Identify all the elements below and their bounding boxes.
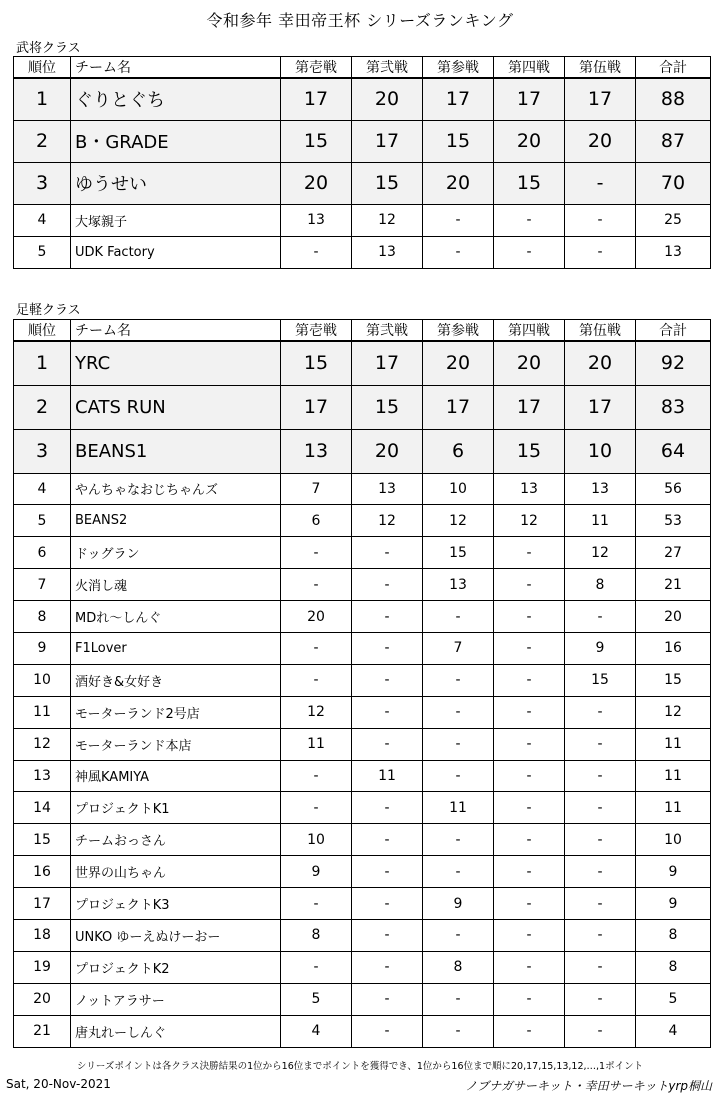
cell-team: YRC: [71, 341, 281, 385]
table-row: [14, 888, 711, 920]
cell-r2: 15: [352, 162, 423, 204]
cell-rank: 5: [14, 236, 71, 268]
cell-total: 15: [636, 664, 711, 696]
header-rank: 順位: [14, 320, 71, 342]
cell-rank: 1: [14, 78, 71, 120]
cell-r3: -: [423, 236, 494, 268]
cell-team: ノットアラサー: [71, 983, 281, 1015]
cell-r3: -: [423, 728, 494, 760]
cell-r3: -: [423, 696, 494, 728]
header-r5: 第伍戦: [565, 320, 636, 342]
cell-r3: 9: [423, 888, 494, 920]
header-total: 合計: [636, 57, 711, 79]
cell-total: 27: [636, 537, 711, 569]
cell-r3: 20: [423, 162, 494, 204]
cell-rank: 2: [14, 385, 71, 429]
cell-rank: 13: [14, 760, 71, 792]
cell-r4: -: [494, 792, 565, 824]
cell-total: 12: [636, 696, 711, 728]
cell-r5: -: [565, 162, 636, 204]
cell-r4: -: [494, 983, 565, 1015]
cell-total: 5: [636, 983, 711, 1015]
cell-r2: -: [352, 1015, 423, 1047]
table-row: [14, 162, 711, 204]
ranking-table-busho: [13, 56, 711, 269]
header-r2: 第弐戦: [352, 320, 423, 342]
cell-r5: 12: [565, 537, 636, 569]
cell-total: 70: [636, 162, 711, 204]
cell-r3: -: [423, 856, 494, 888]
cell-r4: -: [494, 760, 565, 792]
table-row: [14, 951, 711, 983]
cell-total: 53: [636, 505, 711, 537]
cell-r3: -: [423, 919, 494, 951]
cell-rank: 2: [14, 120, 71, 162]
cell-r1: -: [281, 537, 352, 569]
cell-r5: 10: [565, 429, 636, 473]
cell-r2: 11: [352, 760, 423, 792]
cell-r1: 5: [281, 983, 352, 1015]
table-row: [14, 792, 711, 824]
cell-r1: -: [281, 951, 352, 983]
cell-team: ドッグラン: [71, 537, 281, 569]
cell-rank: 4: [14, 204, 71, 236]
cell-r3: -: [423, 204, 494, 236]
cell-r1: -: [281, 760, 352, 792]
cell-rank: 9: [14, 632, 71, 664]
cell-r5: -: [565, 236, 636, 268]
table-row: [14, 824, 711, 856]
cell-r2: -: [352, 664, 423, 696]
table-row: [14, 983, 711, 1015]
cell-total: 13: [636, 236, 711, 268]
cell-r4: 17: [494, 78, 565, 120]
cell-r3: -: [423, 664, 494, 696]
cell-r2: -: [352, 951, 423, 983]
table-row: [14, 473, 711, 505]
cell-r3: 13: [423, 569, 494, 601]
cell-r2: 20: [352, 429, 423, 473]
cell-total: 20: [636, 601, 711, 633]
cell-total: 11: [636, 728, 711, 760]
cell-team: モーターランド本店: [71, 728, 281, 760]
cell-r2: -: [352, 632, 423, 664]
cell-r4: 13: [494, 473, 565, 505]
cell-r1: 13: [281, 429, 352, 473]
cell-r3: -: [423, 983, 494, 1015]
cell-r5: -: [565, 696, 636, 728]
cell-rank: 1: [14, 341, 71, 385]
table-row: [14, 78, 711, 120]
cell-r3: 15: [423, 120, 494, 162]
cell-r5: -: [565, 983, 636, 1015]
cell-r4: 12: [494, 505, 565, 537]
table-row: [14, 569, 711, 601]
cell-r5: -: [565, 204, 636, 236]
cell-r3: 20: [423, 341, 494, 385]
cell-r1: 11: [281, 728, 352, 760]
cell-r1: -: [281, 632, 352, 664]
table-row: [14, 856, 711, 888]
cell-r4: -: [494, 569, 565, 601]
cell-r3: 17: [423, 78, 494, 120]
table-row: [14, 1015, 711, 1047]
table-row: [14, 919, 711, 951]
header-r2: 第弐戦: [352, 57, 423, 79]
cell-total: 21: [636, 569, 711, 601]
cell-r2: 12: [352, 505, 423, 537]
cell-r4: 20: [494, 120, 565, 162]
cell-r2: 13: [352, 473, 423, 505]
cell-total: 83: [636, 385, 711, 429]
header-team: チーム名: [71, 320, 281, 342]
cell-r4: 20: [494, 341, 565, 385]
table-row: [14, 505, 711, 537]
cell-r2: -: [352, 696, 423, 728]
cell-r4: -: [494, 919, 565, 951]
cell-rank: 18: [14, 919, 71, 951]
table-row: [14, 204, 711, 236]
table-row: [14, 664, 711, 696]
cell-r5: 20: [565, 341, 636, 385]
cell-r4: -: [494, 728, 565, 760]
table-row: [14, 632, 711, 664]
cell-r1: -: [281, 569, 352, 601]
cell-r1: 6: [281, 505, 352, 537]
cell-team: ぐりとぐち: [71, 78, 281, 120]
cell-r2: -: [352, 983, 423, 1015]
table-row: [14, 601, 711, 633]
cell-team: 世界の山ちゃん: [71, 856, 281, 888]
cell-r2: 12: [352, 204, 423, 236]
cell-team: モーターランド2号店: [71, 696, 281, 728]
cell-total: 11: [636, 792, 711, 824]
cell-r1: 8: [281, 919, 352, 951]
cell-r5: -: [565, 824, 636, 856]
cell-r5: -: [565, 760, 636, 792]
cell-total: 56: [636, 473, 711, 505]
header-r4: 第四戦: [494, 57, 565, 79]
cell-r4: -: [494, 1015, 565, 1047]
header-r5: 第伍戦: [565, 57, 636, 79]
cell-r3: 15: [423, 537, 494, 569]
cell-r5: -: [565, 728, 636, 760]
cell-r1: 20: [281, 162, 352, 204]
cell-r2: -: [352, 919, 423, 951]
cell-team: F1Lover: [71, 632, 281, 664]
cell-r4: -: [494, 204, 565, 236]
cell-team: B・GRADE: [71, 120, 281, 162]
cell-rank: 17: [14, 888, 71, 920]
table-row: [14, 696, 711, 728]
table-header-row: [14, 320, 711, 342]
cell-r4: -: [494, 856, 565, 888]
cell-rank: 3: [14, 162, 71, 204]
cell-r2: -: [352, 537, 423, 569]
page-title: 令和参年 幸田帝王杯 シリーズランキング: [206, 11, 514, 30]
cell-r1: 15: [281, 120, 352, 162]
table-row: [14, 341, 711, 385]
cell-r5: -: [565, 1015, 636, 1047]
cell-team: 酒好き&女好き: [71, 664, 281, 696]
header-rank: 順位: [14, 57, 71, 79]
cell-team: プロジェクトK3: [71, 888, 281, 920]
cell-r5: 20: [565, 120, 636, 162]
cell-total: 11: [636, 760, 711, 792]
cell-rank: 7: [14, 569, 71, 601]
cell-r5: -: [565, 951, 636, 983]
cell-r1: 13: [281, 204, 352, 236]
table-row: [14, 120, 711, 162]
cell-rank: 4: [14, 473, 71, 505]
cell-r4: -: [494, 601, 565, 633]
table-row: [14, 429, 711, 473]
cell-r4: -: [494, 664, 565, 696]
cell-rank: 19: [14, 951, 71, 983]
cell-r5: 17: [565, 78, 636, 120]
cell-r3: 11: [423, 792, 494, 824]
cell-r2: -: [352, 856, 423, 888]
cell-rank: 6: [14, 537, 71, 569]
cell-r3: 10: [423, 473, 494, 505]
cell-team: プロジェクトK1: [71, 792, 281, 824]
table-row: [14, 537, 711, 569]
cell-rank: 15: [14, 824, 71, 856]
table-header-row: [14, 57, 711, 79]
cell-r1: 15: [281, 341, 352, 385]
cell-r1: -: [281, 792, 352, 824]
cell-r5: 17: [565, 385, 636, 429]
cell-r3: 17: [423, 385, 494, 429]
cell-r5: -: [565, 919, 636, 951]
cell-r5: 13: [565, 473, 636, 505]
cell-rank: 5: [14, 505, 71, 537]
cell-total: 4: [636, 1015, 711, 1047]
cell-rank: 16: [14, 856, 71, 888]
cell-team: UDK Factory: [71, 236, 281, 268]
cell-r4: -: [494, 632, 565, 664]
cell-r1: 7: [281, 473, 352, 505]
header-team: チーム名: [71, 57, 281, 79]
cell-r4: -: [494, 537, 565, 569]
cell-team: 神風KAMIYA: [71, 760, 281, 792]
cell-r2: -: [352, 601, 423, 633]
header-r1: 第壱戦: [281, 320, 352, 342]
cell-r1: 20: [281, 601, 352, 633]
table-row: [14, 385, 711, 429]
cell-r3: 8: [423, 951, 494, 983]
cell-r5: -: [565, 888, 636, 920]
cell-r3: 6: [423, 429, 494, 473]
cell-r2: -: [352, 792, 423, 824]
cell-r4: 15: [494, 162, 565, 204]
cell-r2: 17: [352, 341, 423, 385]
table-row: [14, 760, 711, 792]
table-body-busho: [14, 78, 711, 268]
cell-r5: 8: [565, 569, 636, 601]
cell-total: 64: [636, 429, 711, 473]
cell-rank: 12: [14, 728, 71, 760]
table-row: [14, 236, 711, 268]
cell-rank: 11: [14, 696, 71, 728]
cell-rank: 3: [14, 429, 71, 473]
cell-r3: -: [423, 760, 494, 792]
cell-r1: 17: [281, 385, 352, 429]
cell-total: 25: [636, 204, 711, 236]
cell-team: ゆうせい: [71, 162, 281, 204]
cell-team: UNKO ゆーえぬけーおー: [71, 919, 281, 951]
points-note: シリーズポイントは各クラス決勝結果の1位から16位までポイントを獲得でき、1位から16位まで順に20,17,15,13,12,…,1ポイント: [76, 1061, 644, 1072]
cell-team: BEANS2: [71, 505, 281, 537]
cell-total: 16: [636, 632, 711, 664]
cell-r4: -: [494, 236, 565, 268]
cell-r4: -: [494, 951, 565, 983]
cell-r2: -: [352, 728, 423, 760]
cell-r2: -: [352, 824, 423, 856]
cell-team: BEANS1: [71, 429, 281, 473]
header-total: 合計: [636, 320, 711, 342]
cell-r1: 17: [281, 78, 352, 120]
cell-team: 唐丸れーしんぐ: [71, 1015, 281, 1047]
table-row: [14, 728, 711, 760]
cell-r3: 12: [423, 505, 494, 537]
header-r1: 第壱戦: [281, 57, 352, 79]
cell-total: 9: [636, 856, 711, 888]
ranking-table-ashigaru: [13, 319, 711, 1048]
cell-r5: 9: [565, 632, 636, 664]
cell-r1: 4: [281, 1015, 352, 1047]
cell-rank: 21: [14, 1015, 71, 1047]
header-r4: 第四戦: [494, 320, 565, 342]
cell-team: MDれ～しんぐ: [71, 601, 281, 633]
cell-total: 9: [636, 888, 711, 920]
cell-r1: 10: [281, 824, 352, 856]
cell-r4: -: [494, 696, 565, 728]
cell-team: 大塚親子: [71, 204, 281, 236]
cell-r4: 15: [494, 429, 565, 473]
cell-r5: 15: [565, 664, 636, 696]
cell-rank: 14: [14, 792, 71, 824]
cell-r1: -: [281, 236, 352, 268]
cell-r5: -: [565, 601, 636, 633]
cell-total: 88: [636, 78, 711, 120]
cell-team: CATS RUN: [71, 385, 281, 429]
cell-r4: -: [494, 888, 565, 920]
cell-team: やんちゃなおじちゃんズ: [71, 473, 281, 505]
class-label-busho: 武将クラス: [16, 41, 81, 56]
cell-rank: 8: [14, 601, 71, 633]
cell-total: 8: [636, 919, 711, 951]
cell-r3: -: [423, 1015, 494, 1047]
cell-total: 92: [636, 341, 711, 385]
cell-r4: -: [494, 824, 565, 856]
cell-team: チームおっさん: [71, 824, 281, 856]
cell-r1: 9: [281, 856, 352, 888]
cell-total: 87: [636, 120, 711, 162]
header-r3: 第参戦: [423, 320, 494, 342]
cell-total: 8: [636, 951, 711, 983]
cell-r5: -: [565, 792, 636, 824]
cell-r4: 17: [494, 385, 565, 429]
cell-r2: 17: [352, 120, 423, 162]
date-stamp: Sat, 20-Nov-2021: [6, 1077, 111, 1091]
table-body-ashigaru: [14, 341, 711, 1047]
cell-r2: 15: [352, 385, 423, 429]
cell-r5: -: [565, 856, 636, 888]
cell-r3: 7: [423, 632, 494, 664]
cell-rank: 20: [14, 983, 71, 1015]
cell-r2: 20: [352, 78, 423, 120]
cell-r2: 13: [352, 236, 423, 268]
cell-rank: 10: [14, 664, 71, 696]
cell-total: 10: [636, 824, 711, 856]
cell-r1: -: [281, 888, 352, 920]
cell-r2: -: [352, 888, 423, 920]
cell-r3: -: [423, 601, 494, 633]
cell-team: 火消し魂: [71, 569, 281, 601]
cell-r2: -: [352, 569, 423, 601]
class-label-ashigaru: 足軽クラス: [16, 303, 81, 318]
cell-r1: -: [281, 664, 352, 696]
cell-r5: 11: [565, 505, 636, 537]
organizer-credit: ノブナガサーキット・幸田サーキットyrp桐山: [465, 1079, 712, 1093]
cell-team: プロジェクトK2: [71, 951, 281, 983]
cell-r3: -: [423, 824, 494, 856]
header-r3: 第参戦: [423, 57, 494, 79]
cell-r1: 12: [281, 696, 352, 728]
